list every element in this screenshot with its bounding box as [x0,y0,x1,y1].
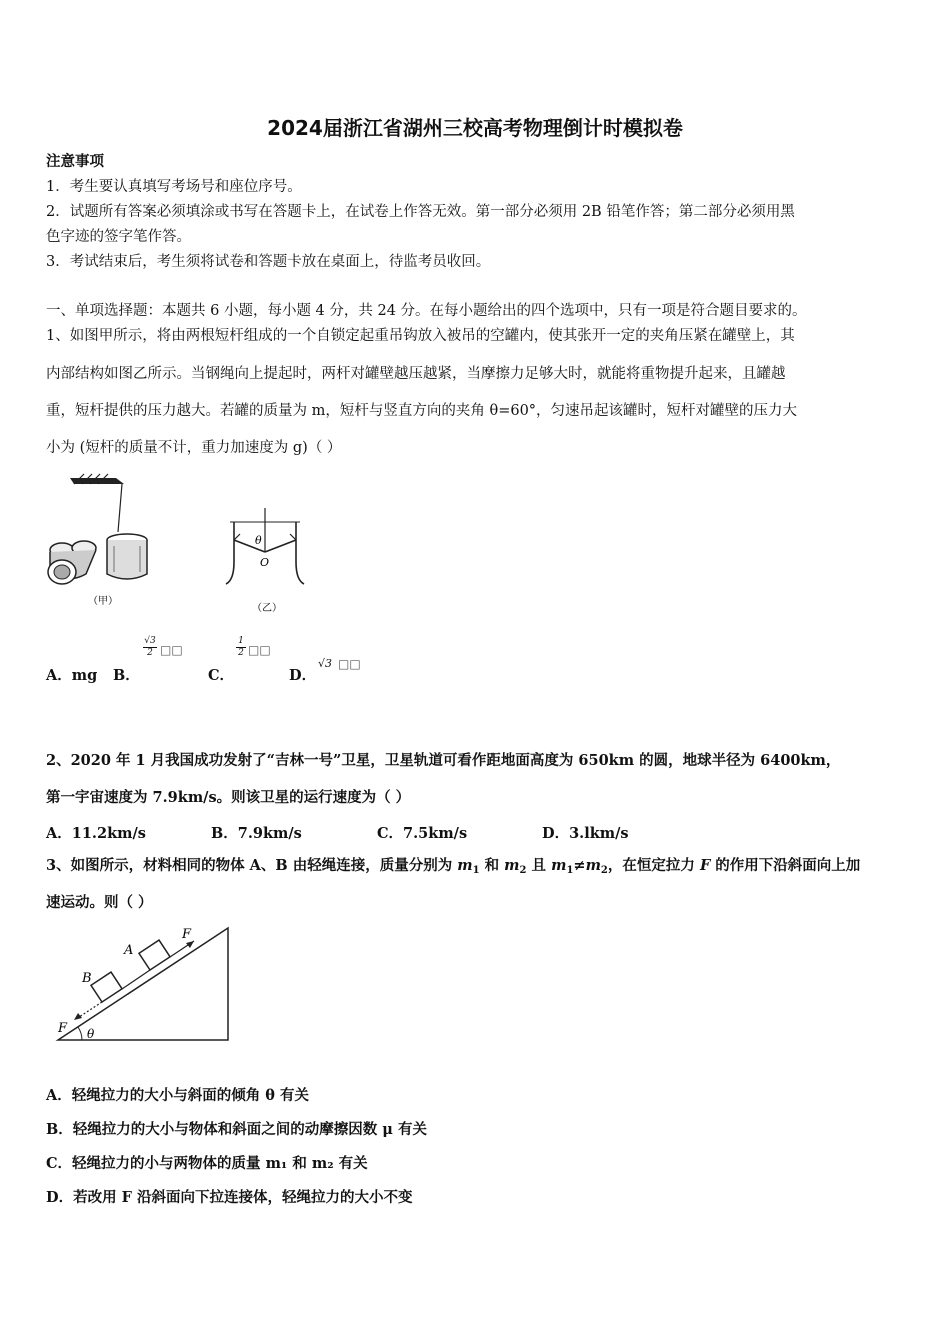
section-header: 一、单项选择题：本题共 6 小题，每小题 4 分，共 24 分。在每小题给出的四个选项中，只有一项是符合题目要求的。 [46,303,807,319]
q1-option-c-label: C． [208,667,235,684]
q2-option-c: C．7.5km/s [377,825,468,842]
q2-line-2: 第一宇宙速度为 7.9km/s。则该卫星的运行速度为（ ） [46,789,411,806]
q1-option-b-denominator: 2 [147,648,153,658]
figure-incline-label-b: B [82,971,92,986]
q3-qie: 且 [526,857,552,874]
q3-option-b: B．轻绳拉力的大小与物体和斜面之间的动摩擦因数 μ 有关 [46,1121,427,1138]
q2-line-1: 2、2020 年 1 月我国成功发射了“吉林一号”卫星，卫星轨道可看作距地面高度为 650km 的圆，地球半径为 6400km， [46,752,841,769]
q3-option-d: D．若改用 F 沿斜面向下拉连接体，轻绳拉力的大小不变 [46,1189,413,1206]
notice-item-1: 1．考生要认真填写考场号和座位序号。 [46,179,302,195]
notice-item-2-cont: 色字迹的签字笔作答。 [46,229,191,245]
q1-option-c-denominator: 2 [238,648,244,658]
q1-option-c-fraction [236,636,246,659]
q1-option-c-missing-glyph: □□ [248,643,271,657]
q1-line-1: 1、如图甲所示，将由两根短杆组成的一个自锁定起重吊钩放入被吊的空罐内，使其张开一定的夹角压紧在罐壁上，其 [46,328,795,344]
figure-yi [222,500,306,612]
q1-option-d-missing-glyph: □□ [338,657,361,671]
q1-line-2: 内部结构如图乙所示。当钢绳向上提起时，两杆对罐壁越压越紧，当摩擦力足够大时，就能将重物提升起来，且罐越 [46,366,786,382]
q3-line-1-part-b: ，在恒定拉力 [607,857,700,874]
notice-item-2: 2．试题所有答案必须填涂或书写在答题卡上，在试卷上作答无效。第一部分必须用 2B 铅笔作答；第二部分必须用黑 [46,204,795,220]
q3-neq: ≠ [573,857,586,874]
q3-and: 和 [479,857,505,874]
notice-heading: 注意事项 [46,153,104,170]
figure-incline-label-a: A [124,943,134,958]
q3-neq-m2: m [585,857,601,874]
figure-jia [44,470,164,607]
q1-line-4: 小为 (短杆的质量不计，重力加速度为 g)（ ） [46,440,342,456]
q3-line-1-part-c: 的作用下沿斜面向上加 [710,857,861,874]
q1-option-b-missing-glyph: □□ [160,643,183,657]
q1-option-a: A．mg [46,667,98,684]
q1-option-b-fraction [143,636,157,659]
q3-line-1 [46,856,860,881]
q1-option-d-value: √3 [318,657,333,670]
q1-option-c-numerator: 1 [236,636,246,648]
figure-jia-caption: （甲） [88,596,118,607]
q3-m1: m [457,857,473,874]
notice-item-3: 3．考试结束后，考生须将试卷和答题卡放在桌面上，待监考员收回。 [46,254,491,270]
q3-neq-m1-sub: 1 [566,865,574,876]
q3-line-1-part-a: 3、如图所示，材料相同的物体 A、B 由轻绳连接，质量分别为 [46,857,458,874]
q1-option-d-label: D． [289,667,317,684]
q3-neq-m1: m [551,857,567,874]
figure-yi-caption: （乙） [252,603,282,614]
q2-option-b: B．7.9km/s [211,825,302,842]
q3-neq-m2-sub: 2 [600,865,608,876]
q3-line-2: 速运动。则（ ） [46,894,153,911]
figure-incline-label-f-up: F [182,927,192,942]
q1-line-3: 重，短杆提供的压力越大。若罐的质量为 m，短杆与竖直方向的夹角 θ=60°，匀速吊起该罐时，短杆对罐壁的压力大 [46,403,798,419]
q3-m2-sub: 2 [519,865,527,876]
figure-yi-theta: θ [255,534,262,547]
figure-incline-label-f-down: F [58,1021,68,1036]
q2-option-d: D．3.lkm/s [542,825,629,842]
q1-option-b-label: B． [113,667,140,684]
q3-option-c: C．轻绳拉力的小与两物体的质量 m₁ 和 m₂ 有关 [46,1155,368,1172]
q3-m2: m [504,857,520,874]
q2-option-a: A．11.2km/s [46,825,146,842]
q3-option-a: A．轻绳拉力的大小与斜面的倾角 θ 有关 [46,1087,310,1104]
figure-incline-label-theta: θ [87,1027,95,1041]
figure-incline [56,924,236,1046]
figure-yi-o: O [260,556,270,569]
q1-option-b-numerator: √3 [144,636,156,646]
page-title: 2024届浙江省湖州三校高考物理倒计时模拟卷 [267,116,683,140]
q3-force-f: F [699,857,711,874]
q3-m1-sub: 1 [472,865,480,876]
